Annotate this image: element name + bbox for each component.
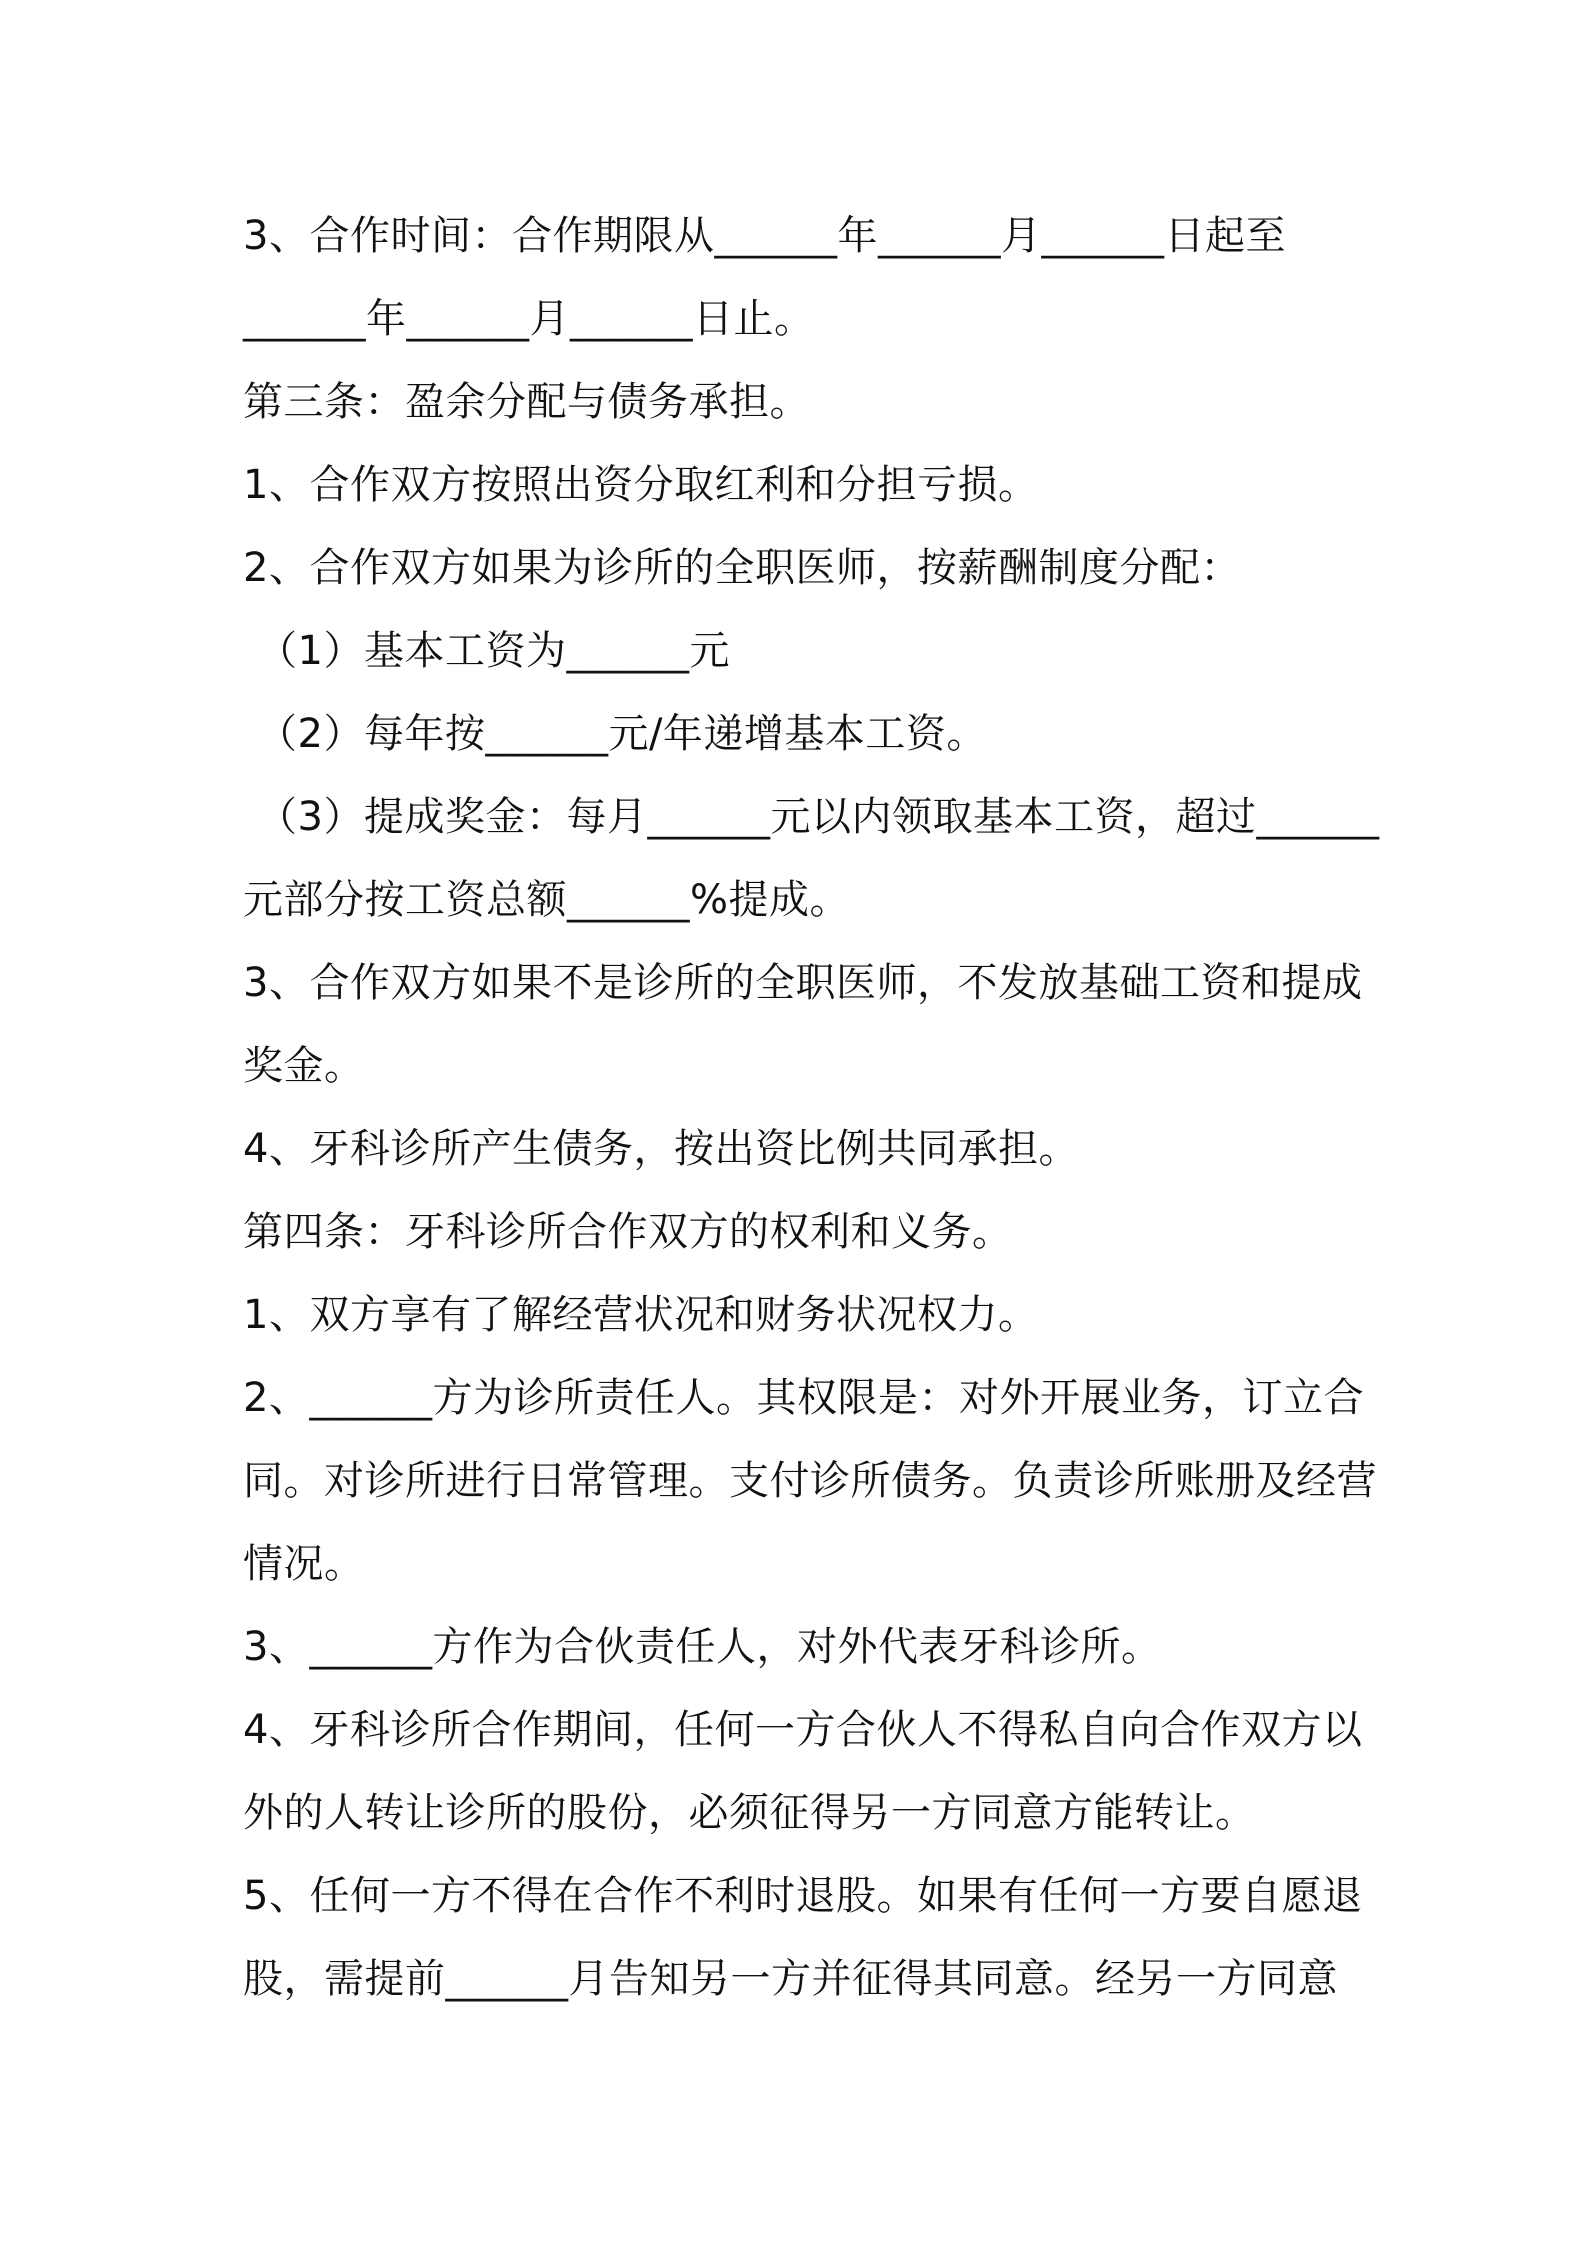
clause-profit-sharing: 1、合作双方按照出资分取红利和分担亏损。 [243, 462, 1039, 508]
clause-withdrawal: 5、任何一方不得在合作不利时退股。如果有任何一方要自愿退 [243, 1873, 1363, 1919]
article-three-heading: 第三条：盈余分配与债务承担。 [243, 379, 810, 425]
item-base-salary: （1）基本工资为______元 [257, 628, 730, 674]
item-commission: （3）提成奖金：每月______元以内领取基本工资，超过______ [257, 794, 1380, 840]
clause-debt: 4、牙科诊所产生债务，按出资比例共同承担。 [243, 1126, 1079, 1172]
clause-non-fulltime: 3、合作双方如果不是诊所的全职医师，不发放基础工资和提成 [243, 960, 1363, 1006]
clause-cooperation-period: 3、合作时间：合作期限从______年______月______日起至 [243, 213, 1286, 259]
clause-responsible-person-cont: 同。对诊所进行日常管理。支付诊所债务。负责诊所账册及经营 [243, 1458, 1377, 1504]
clause-withdrawal-cont: 股，需提前______月告知另一方并征得其同意。经另一方同意 [243, 1956, 1338, 2002]
clause-right-to-know: 1、双方享有了解经营状况和财务状况权力。 [243, 1292, 1039, 1338]
clause-non-fulltime-cont: 奖金。 [243, 1043, 365, 1089]
clause-share-transfer-cont: 外的人转让诊所的股份，必须征得另一方同意方能转让。 [243, 1790, 1256, 1836]
clause-partner-representative: 3、______方作为合伙责任人，对外代表牙科诊所。 [243, 1624, 1162, 1670]
item-commission-cont: 元部分按工资总额______%提成。 [243, 877, 851, 923]
clause-fulltime-salary: 2、合作双方如果为诊所的全职医师，按薪酬制度分配： [243, 545, 1241, 591]
document-body [243, 195, 1380, 2021]
clause-responsible-person-end: 情况。 [243, 1541, 365, 1587]
clause-share-transfer: 4、牙科诊所合作期间，任何一方合伙人不得私自向合作双方以 [243, 1707, 1363, 1753]
clause-cooperation-period-end: ______年______月______日止。 [243, 296, 815, 342]
article-four-heading: 第四条：牙科诊所合作双方的权利和义务。 [243, 1209, 1013, 1255]
item-annual-increase: （2）每年按______元/年递增基本工资。 [257, 711, 987, 757]
clause-responsible-person: 2、______方为诊所责任人。其权限是：对外开展业务，订立合 [243, 1375, 1364, 1421]
